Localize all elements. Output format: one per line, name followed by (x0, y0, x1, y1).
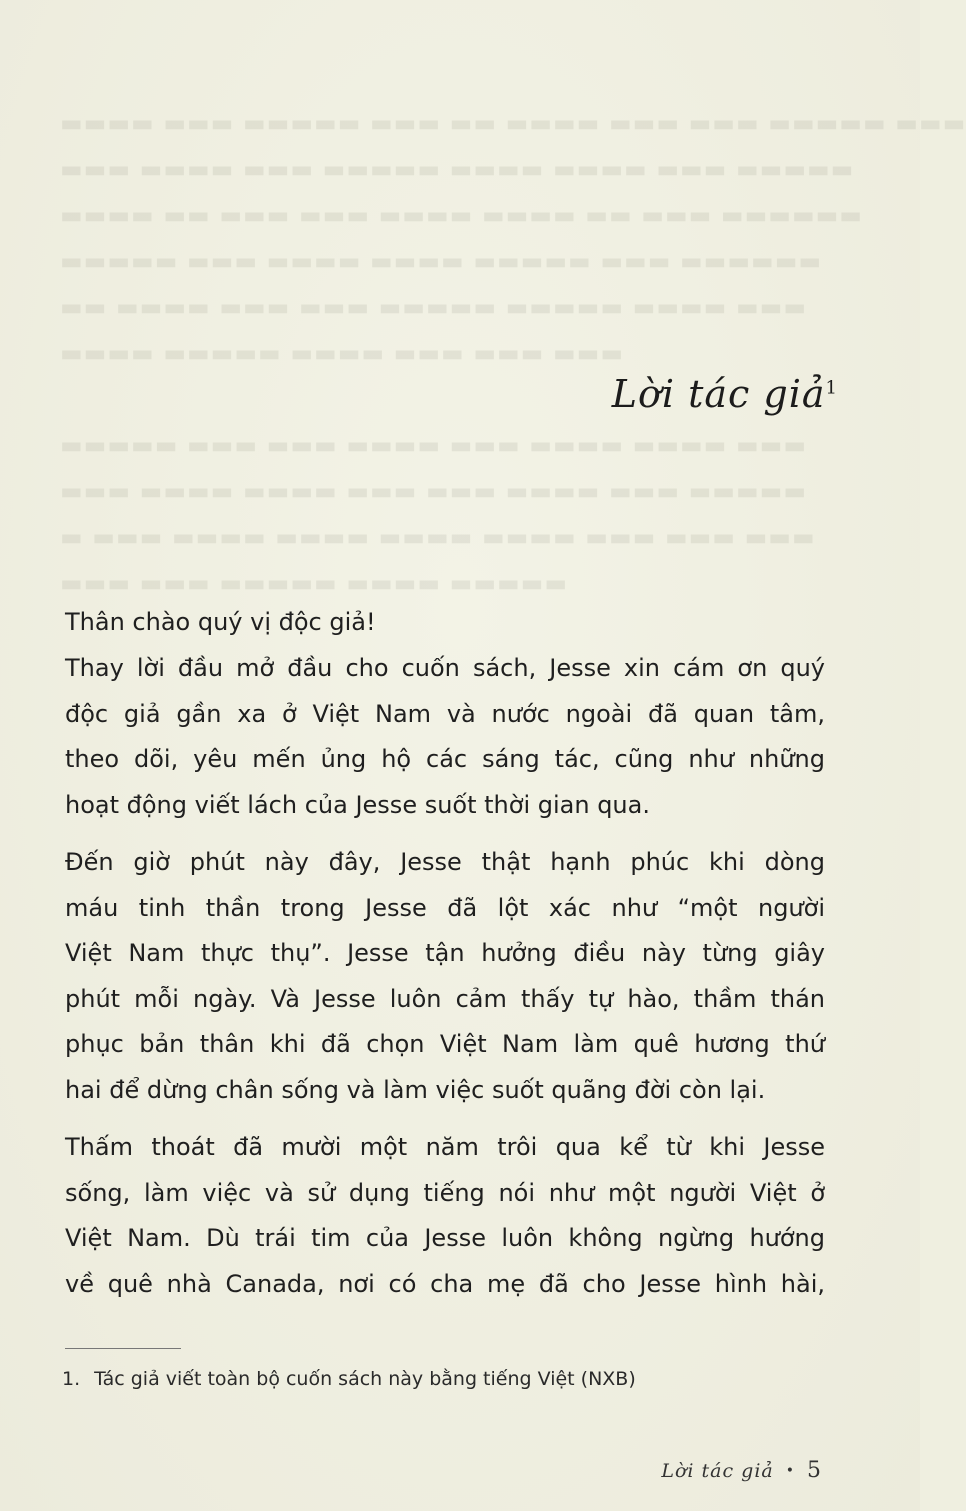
text-line: Đến giờ phút này đây, Jesse thật hạnh phúc khi dòng (65, 848, 825, 876)
body-text (65, 600, 825, 1319)
paragraph (65, 1125, 825, 1307)
text-line: Việt Nam thực thụ”. Jesse tận hưởng điều này từng giây (65, 939, 825, 967)
greeting: Thân chào quý vị độc giả! (65, 608, 376, 636)
text-line: phục bản thân khi đã chọn Việt Nam làm quê hương thứ (65, 1030, 825, 1058)
bullet-separator: • (785, 1462, 795, 1479)
running-footer (661, 1458, 822, 1483)
text-line: Thấm thoát đã mười một năm trôi qua kể từ khi Jesse (65, 1133, 825, 1161)
text-line: phút mỗi ngày. Và Jesse luôn cảm thấy tự hào, thầm thán (65, 984, 825, 1013)
text-line: độc giả gần xa ở Việt Nam và nước ngoài đã quan tâm, (65, 699, 825, 728)
paragraph (65, 646, 825, 828)
footnote-number: 1. (62, 1368, 81, 1390)
running-title: Lời tác giả (661, 1459, 774, 1482)
show-through-texture: ▬▬▬▬ ▬▬▬ ▬▬▬▬▬ ▬▬▬ ▬▬ ▬▬▬▬ ▬▬▬ ▬▬▬ ▬▬▬▬▬ ▬▬▬ ▬▬▬ ▬▬▬▬ ▬▬▬ ▬▬▬▬▬ ▬▬▬▬ ▬▬▬▬ ▬▬▬ ▬▬▬▬▬ ▬▬▬▬ ▬▬ ▬▬▬ ▬▬▬ ▬▬▬▬ ▬▬▬▬ ▬▬ ▬▬▬ ▬▬▬▬▬▬ ▬▬▬▬▬ ▬▬▬ ▬▬▬▬ ▬▬▬▬ ▬▬▬▬▬ ▬▬▬ ▬▬▬▬▬▬ ▬▬ ▬▬▬▬ ▬▬▬ ▬▬▬ ▬▬▬▬▬ ▬▬▬▬▬ ▬▬▬▬ ▬▬▬ ▬▬▬▬ ▬▬▬▬▬ ▬▬▬▬ ▬▬▬ ▬▬▬ ▬▬▬ ▬▬▬▬▬ ▬▬▬ ▬▬▬ ▬▬▬▬ ▬▬▬ ▬▬▬▬ ▬▬▬▬ ▬▬▬ ▬▬▬ ▬▬▬▬ ▬▬▬▬ ▬▬▬ ▬▬▬ ▬▬▬▬ ▬▬▬ ▬▬▬▬▬ ▬ ▬▬▬ ▬▬▬▬ ▬▬▬▬ ▬▬▬▬ ▬▬▬▬ ▬▬▬ ▬▬▬ ▬▬▬ ▬▬▬ ▬▬▬ ▬▬▬▬▬ ▬▬▬▬ ▬▬▬▬▬ (60, 109, 966, 597)
text-line: máu tinh thần trong Jesse đã lột xác như “một người (65, 893, 825, 922)
paragraph (65, 840, 825, 1113)
text-line: theo dõi, yêu mến ủng hộ các sáng tác, cũng như những (65, 745, 825, 773)
text-line: sống, làm việc và sử dụng tiếng nói như một người Việt ở (65, 1178, 825, 1207)
page-number: 5 (807, 1458, 822, 1483)
footnote (62, 1368, 636, 1390)
text-line: về quê nhà Canada, nơi có cha mẹ đã cho Jesse hình hài, (65, 1269, 825, 1298)
footnote-divider (65, 1348, 181, 1349)
footnote-reference: 1 (825, 377, 838, 399)
text-line: Việt Nam. Dù trái tim của Jesse luôn không ngừng hướng (65, 1224, 825, 1252)
text-line: hoạt động viết lách của Jesse suốt thời gian qua. (65, 790, 650, 819)
text-line: hai để dừng chân sống và làm việc suốt quãng đời còn lại. (65, 1075, 766, 1104)
chapter-title (612, 372, 838, 416)
chapter-title-text: Lời tác giả (611, 372, 826, 416)
footnote-text: Tác giả viết toàn bộ cuốn sách này bằng tiếng Việt (NXB) (94, 1368, 636, 1390)
text-line: Thay lời đầu mở đầu cho cuốn sách, Jesse xin cám ơn quý (65, 654, 825, 682)
